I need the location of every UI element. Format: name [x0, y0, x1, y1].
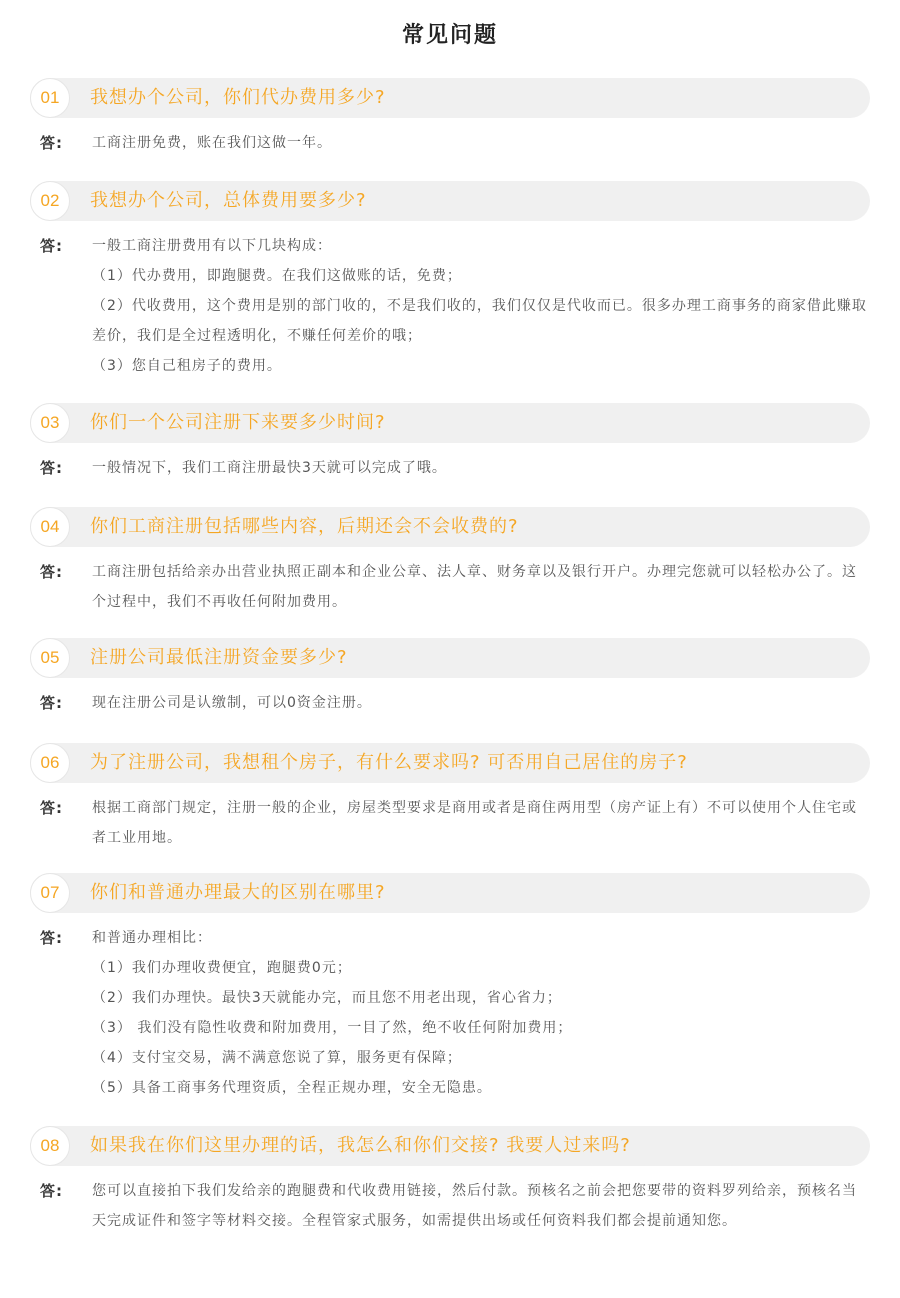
answer-line: 您可以直接拍下我们发给亲的跑腿费和代收费用链接，然后付款。预核名之前会把您要带的资料罗列给亲，预核名当天完成证件和签字等材料交接。全程管家式服务，如需提供出场或任何资料我们都会提前通知您。: [92, 1183, 857, 1229]
question-text: 如果我在你们这里办理的话，我怎么和你们交接? 我要人过来吗?: [90, 1135, 631, 1156]
answer-line: （1）代办费用，即跑腿费。在我们这做账的话，免费；: [92, 268, 462, 284]
page-title: 常见问题: [401, 23, 498, 48]
answer-label: 答:: [40, 134, 63, 152]
answer-label: 答:: [40, 1182, 63, 1200]
question-number-badge: 06: [30, 743, 70, 783]
answer-label: 答:: [40, 459, 63, 477]
question-bar: [30, 181, 870, 221]
faq-item: [30, 403, 870, 483]
question-bar: [30, 78, 870, 118]
answer-block: [30, 793, 870, 853]
answer-line: （5）具备工商事务代理资质，全程正规办理，安全无隐患。: [92, 1080, 492, 1096]
faq-item: [30, 507, 870, 617]
question-text: 你们一个公司注册下来要多少时间?: [90, 412, 386, 433]
answer-line: 现在注册公司是认缴制，可以0资金注册。: [92, 695, 372, 711]
question-bar: [30, 403, 870, 443]
question-number-badge: 05: [30, 638, 70, 678]
answer-line: （2）我们办理快。最快3天就能办完，而且您不用老出现，省心省力；: [92, 990, 562, 1006]
answer-line: 工商注册免费，账在我们这做一年。: [92, 135, 332, 151]
answer-block: [30, 923, 870, 1103]
answer-block: [30, 557, 870, 617]
question-text: 你们和普通办理最大的区别在哪里?: [90, 882, 386, 903]
answer-block: [30, 231, 870, 381]
answer-block: [30, 128, 870, 158]
answer-label: 答:: [40, 237, 63, 255]
question-number-badge: 03: [30, 403, 70, 443]
faq-item: [30, 873, 870, 1103]
answer-line: 根据工商部门规定，注册一般的企业，房屋类型要求是商用或者是商住两用型（房产证上有）不可以使用个人住宅或者工业用地。: [92, 800, 857, 846]
question-text: 为了注册公司，我想租个房子，有什么要求吗? 可否用自己居住的房子?: [90, 752, 688, 773]
question-text: 你们工商注册包括哪些内容，后期还会不会收费的?: [90, 516, 519, 537]
answer-line: 工商注册包括给亲办出营业执照正副本和企业公章、法人章、财务章以及银行开户。办理完您就可以轻松办公了。这个过程中，我们不再收任何附加费用。: [92, 564, 857, 610]
answer-line: 一般工商注册费用有以下几块构成：: [92, 238, 332, 254]
answer-label: 答:: [40, 694, 63, 712]
answer-block: [30, 688, 870, 718]
faq-item: [30, 638, 870, 718]
answer-line: 一般情况下，我们工商注册最快3天就可以完成了哦。: [92, 460, 447, 476]
question-bar: [30, 873, 870, 913]
question-bar: [30, 743, 870, 783]
question-text: 注册公司最低注册资金要多少?: [90, 647, 348, 668]
question-number-badge: 07: [30, 873, 70, 913]
question-bar: [30, 638, 870, 678]
answer-block: [30, 1176, 870, 1236]
question-text: 我想办个公司，总体费用要多少?: [90, 190, 367, 211]
answer-line: （1）我们办理收费便宜，跑腿费0元；: [92, 960, 352, 976]
answer-label: 答:: [40, 929, 63, 947]
faq-item: [30, 78, 870, 158]
question-number-badge: 01: [30, 78, 70, 118]
answer-line: 和普通办理相比：: [92, 930, 212, 946]
answer-line: （4）支付宝交易，满不满意您说了算，服务更有保障；: [92, 1050, 462, 1066]
faq-item: [30, 1126, 870, 1236]
question-number-badge: 08: [30, 1126, 70, 1166]
answer-line: （2）代收费用，这个费用是别的部门收的，不是我们收的，我们仅仅是代收而已。很多办理工商事务的商家借此赚取差价，我们是全过程透明化，不赚任何差价的哦；: [92, 298, 867, 344]
question-text: 我想办个公司，你们代办费用多少?: [90, 87, 386, 108]
answer-label: 答:: [40, 563, 63, 581]
answer-line: （3）您自己租房子的费用。: [92, 358, 282, 374]
answer-label: 答:: [40, 799, 63, 817]
question-number-badge: 02: [30, 181, 70, 221]
question-bar: [30, 1126, 870, 1166]
question-bar: [30, 507, 870, 547]
faq-item: [30, 181, 870, 381]
question-number-badge: 04: [30, 507, 70, 547]
answer-line: （3） 我们没有隐性收费和附加费用，一目了然，绝不收任何附加费用；: [92, 1020, 573, 1036]
faq-item: [30, 743, 870, 853]
answer-block: [30, 453, 870, 483]
